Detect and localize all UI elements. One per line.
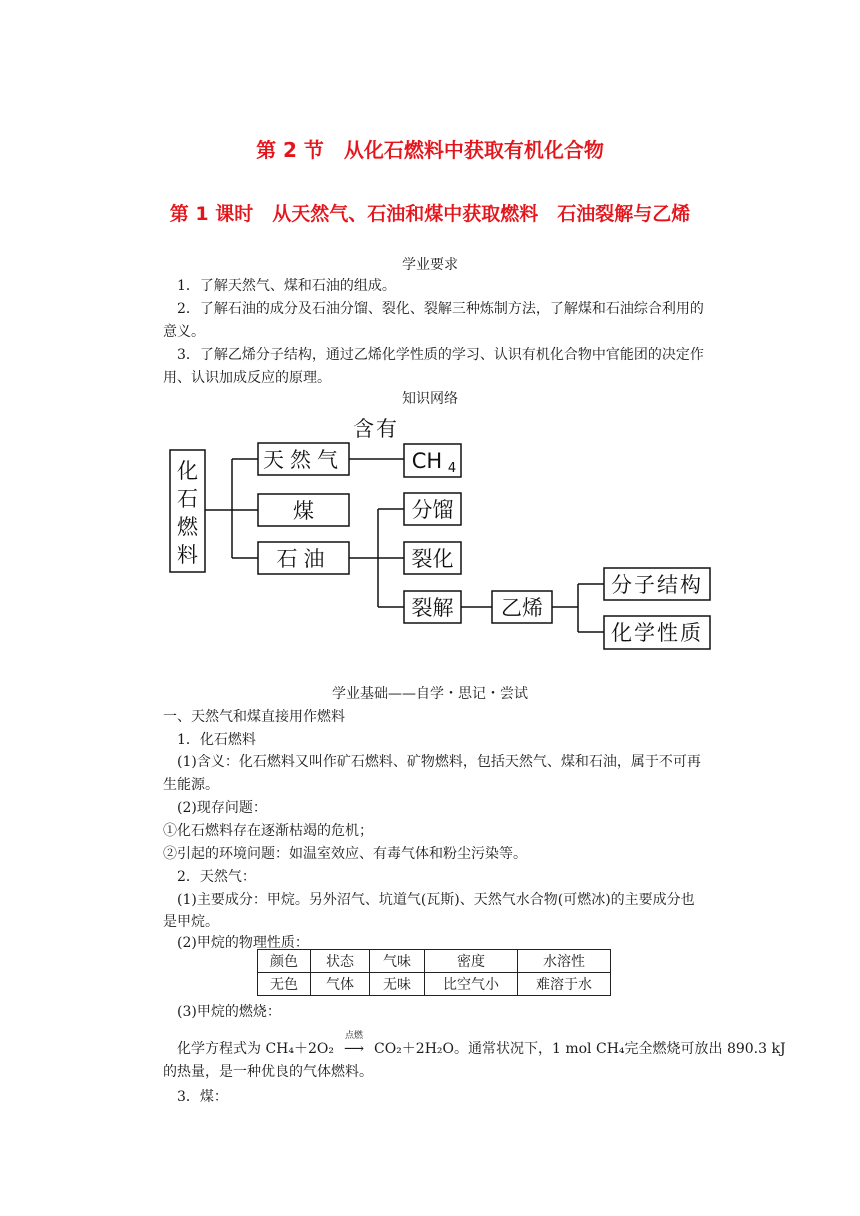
table-header-cell: 水溶性: [518, 950, 611, 973]
requirement-item: 1．了解天然气、煤和石油的组成。: [177, 278, 396, 294]
reaction-condition: 点燃: [344, 1031, 363, 1041]
requirements-heading: 学业要求: [402, 257, 458, 273]
oil-label: 石油: [276, 547, 331, 571]
ch4-label: CH: [411, 449, 443, 473]
structure-label: 分子结构: [611, 573, 703, 597]
root-char-1: 化: [177, 459, 198, 483]
knowledge-network-diagram: [160, 408, 720, 658]
reaction-arrow: 点燃 ⟶: [334, 1041, 374, 1057]
ethylene-label: 乙烯: [501, 596, 543, 620]
table-header-cell: 状态: [311, 950, 370, 973]
table-header-row: [258, 950, 611, 973]
basics-heading: 学业基础——自学・思记・尝试: [332, 686, 528, 702]
text-line: 1．化石燃料: [177, 732, 256, 748]
text-line: 2．天然气：: [177, 869, 256, 885]
requirement-item: 用、认识加成反应的原理。: [163, 370, 331, 386]
methane-properties-table: [257, 949, 611, 996]
text-line: ①化石燃料存在逐渐枯竭的危机；: [163, 823, 373, 839]
table-header-cell: 颜色: [258, 950, 311, 973]
text-line: (1)主要成分：甲烷。另外沼气、坑道气(瓦斯)、天然气水合物(可燃冰)的主要成分也: [177, 892, 695, 908]
section-heading: 一、天然气和煤直接用作燃料: [163, 709, 345, 725]
text-line: (2)现存问题：: [177, 800, 267, 816]
coal-label: 煤: [293, 499, 314, 523]
text-line: ②引起的环境问题：如温室效应、有毒气体和粉尘污染等。: [163, 846, 527, 862]
lesson-title: 第 1 课时 从天然气、石油和煤中获取燃料 石油裂解与乙烯: [169, 203, 691, 225]
text-line: (2)甲烷的物理性质：: [177, 935, 309, 951]
equation-suffix: CO₂＋2H₂O。通常状况下，1 mol CH₄完全燃烧可放出 890.3 kJ: [373, 1041, 786, 1057]
table-cell: 无味: [370, 973, 425, 996]
natural-gas-label: 天然气: [263, 448, 344, 472]
chemprops-label: 化学性质: [611, 621, 703, 645]
root-char-4: 料: [177, 543, 198, 567]
text-line: 生能源。: [163, 777, 219, 793]
table-cell: 比空气小: [425, 973, 518, 996]
equation-line: [177, 1031, 786, 1058]
network-heading: 知识网络: [402, 391, 458, 407]
section-title: 第 2 节 从化石燃料中获取有机化合物: [256, 138, 604, 162]
table-row: [258, 973, 611, 996]
ch4-subscript: 4: [447, 461, 457, 476]
requirement-item: 2．了解石油的成分及石油分馏、裂化、裂解三种炼制方法，了解煤和石油综合利用的: [177, 301, 704, 317]
requirement-item: 3．了解乙烯分子结构，通过乙烯化学性质的学习、认识有机化合物中官能团的决定作: [177, 347, 704, 363]
cracking-label: 裂化: [411, 547, 454, 571]
table-cell: 气体: [311, 973, 370, 996]
table-header-cell: 气味: [370, 950, 425, 973]
table-cell: 难溶于水: [518, 973, 611, 996]
table-cell: 无色: [258, 973, 311, 996]
text-line: 3．煤：: [177, 1089, 228, 1105]
text-line: (1)含义：化石燃料又叫作矿石燃料、矿物燃料，包括天然气、煤和石油，属于不可再: [177, 754, 701, 770]
contains-label: 含有: [353, 417, 399, 441]
root-char-2: 石: [177, 487, 198, 511]
pyrolysis-label: 裂解: [411, 596, 454, 620]
table-header-cell: 密度: [425, 950, 518, 973]
text-line: 的热量，是一种优良的气体燃料。: [163, 1064, 373, 1080]
text-line: (3)甲烷的燃烧：: [177, 1004, 281, 1020]
fractionation-label: 分馏: [411, 498, 454, 522]
equation-prefix: 化学方程式为 CH₄＋2O₂: [177, 1041, 334, 1057]
requirement-item: 意义。: [163, 324, 205, 340]
text-line: 是甲烷。: [163, 914, 219, 930]
root-char-3: 燃: [177, 515, 198, 539]
